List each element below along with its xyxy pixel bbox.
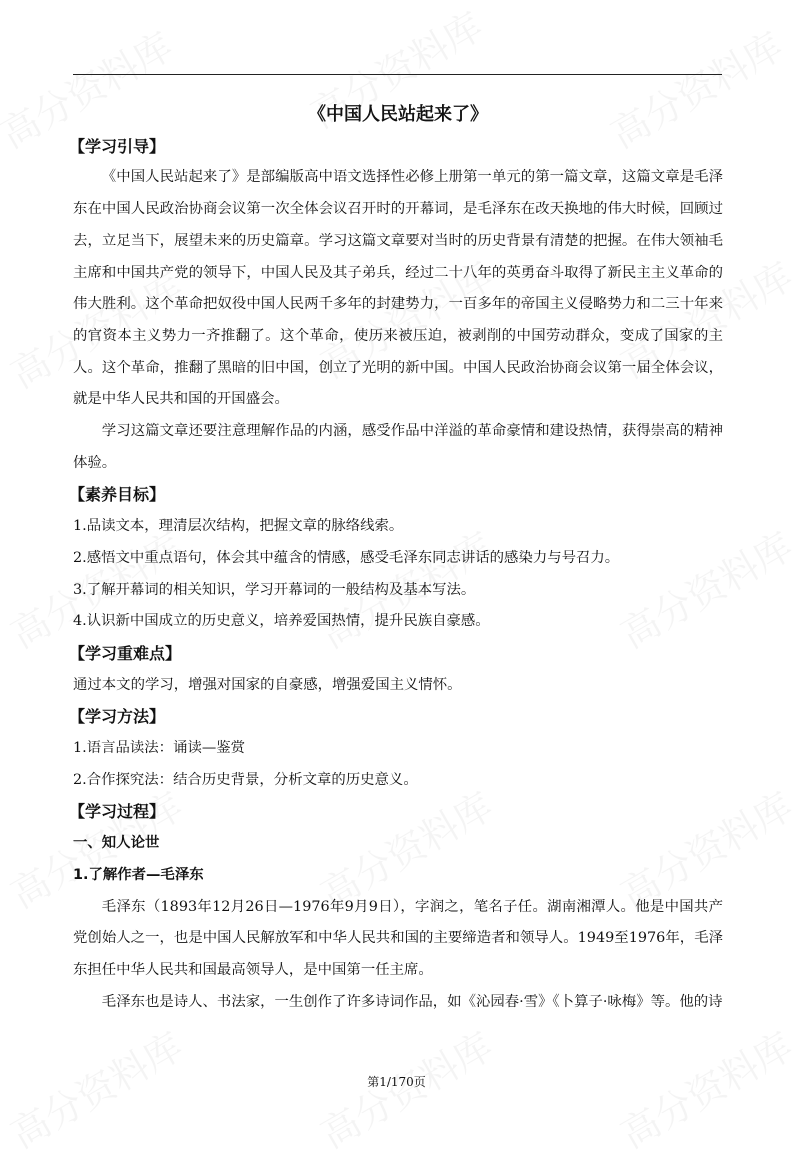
section-heading-difficulty: 【学习重难点】 [69, 643, 182, 663]
list-item: 2.合作探究法：结合历史背景，分析文章的历史意义。 [73, 771, 418, 788]
paragraph: 通过本文的学习，增强对国家的自豪感，增强爱国主义情怀。 [73, 676, 462, 693]
document-body [69, 99, 723, 1018]
document-title: 《中国人民站起来了》 [308, 104, 488, 125]
paragraph: 《中国人民站起来了》是部编版高中语文选择性必修上册第一单元的第一篇文章，这篇文章是毛泽东在中国人民政治协商会议第一次全体会议召开时的开幕词，是毛泽东在改天换地的伟大时候，回顾过去，立足当下，展望未来的历史篇章。学习这篇文章要对当时的历史背景有清楚的把握。在伟大领袖毛主席和中国共产党的领导下，中国人民及其子弟兵，经过二十八年的英勇奋斗取得了新民主主义革命的伟大胜利。这个革命把奴役中国人民两千多年的封建势力，一百多年的帝国主义侵略势力和二三十年来的官资本主义势力一齐推翻了。这个革命，使历来被压迫，被剥削的中国劳动群众，变成了国家的主人。这个革命，推翻了黑暗的旧中国，创立了光明的新中国。中国人民政治协商会议第一届全体会议，就是中华人民共和国的开国盛会。 [73, 169, 723, 408]
list-item: 3.了解开幕词的相关知识，学习开幕词的一般结构及基本写法。 [73, 581, 476, 598]
paragraph: 学习这篇文章还要注意理解作品的内涵，感受作品中洋溢的革命豪情和建设热情，获得崇高的精神体验。 [73, 423, 723, 471]
list-item: 2.感悟文中重点语句，体会其中蕴含的情感，感受毛泽东同志讲话的感染力与号召力。 [73, 549, 620, 566]
subheading-author: 1.了解作者—毛泽东 [73, 866, 204, 883]
subheading-part1: 一、知人论世 [73, 835, 160, 852]
list-item: 1.品读文本，理清层次结构，把握文章的脉络线索。 [73, 518, 404, 535]
paragraph: 毛泽东也是诗人、书法家，一生创作了许多诗词作品，如《沁园春·雪》《卜算子·咏梅》等。他的诗 [101, 993, 723, 1010]
section-heading-goals: 【素养目标】 [69, 485, 166, 505]
list-item: 1.语言品读法：诵读—鉴赏 [73, 740, 246, 757]
header-rule [73, 74, 722, 75]
section-heading-methods: 【学习方法】 [69, 707, 166, 727]
list-item: 4.认识新中国成立的历史意义，培养爱国热情，提升民族自豪感。 [73, 613, 490, 630]
section-heading-guide: 【学习引导】 [69, 136, 166, 156]
page-number: 第1/170页 [367, 1075, 426, 1089]
paragraph: 毛泽东（1893年12月26日—1976年9月9日），字润之，笔名子任。湖南湘潭人。他是中国共产党创始人之一，也是中国人民解放军和中华人民共和国的主要缔造者和领导人。1949至1976年，毛泽东担任中华人民共和国最高领导人，是中国第一任主席。 [73, 898, 723, 978]
section-heading-process: 【学习过程】 [69, 802, 166, 822]
